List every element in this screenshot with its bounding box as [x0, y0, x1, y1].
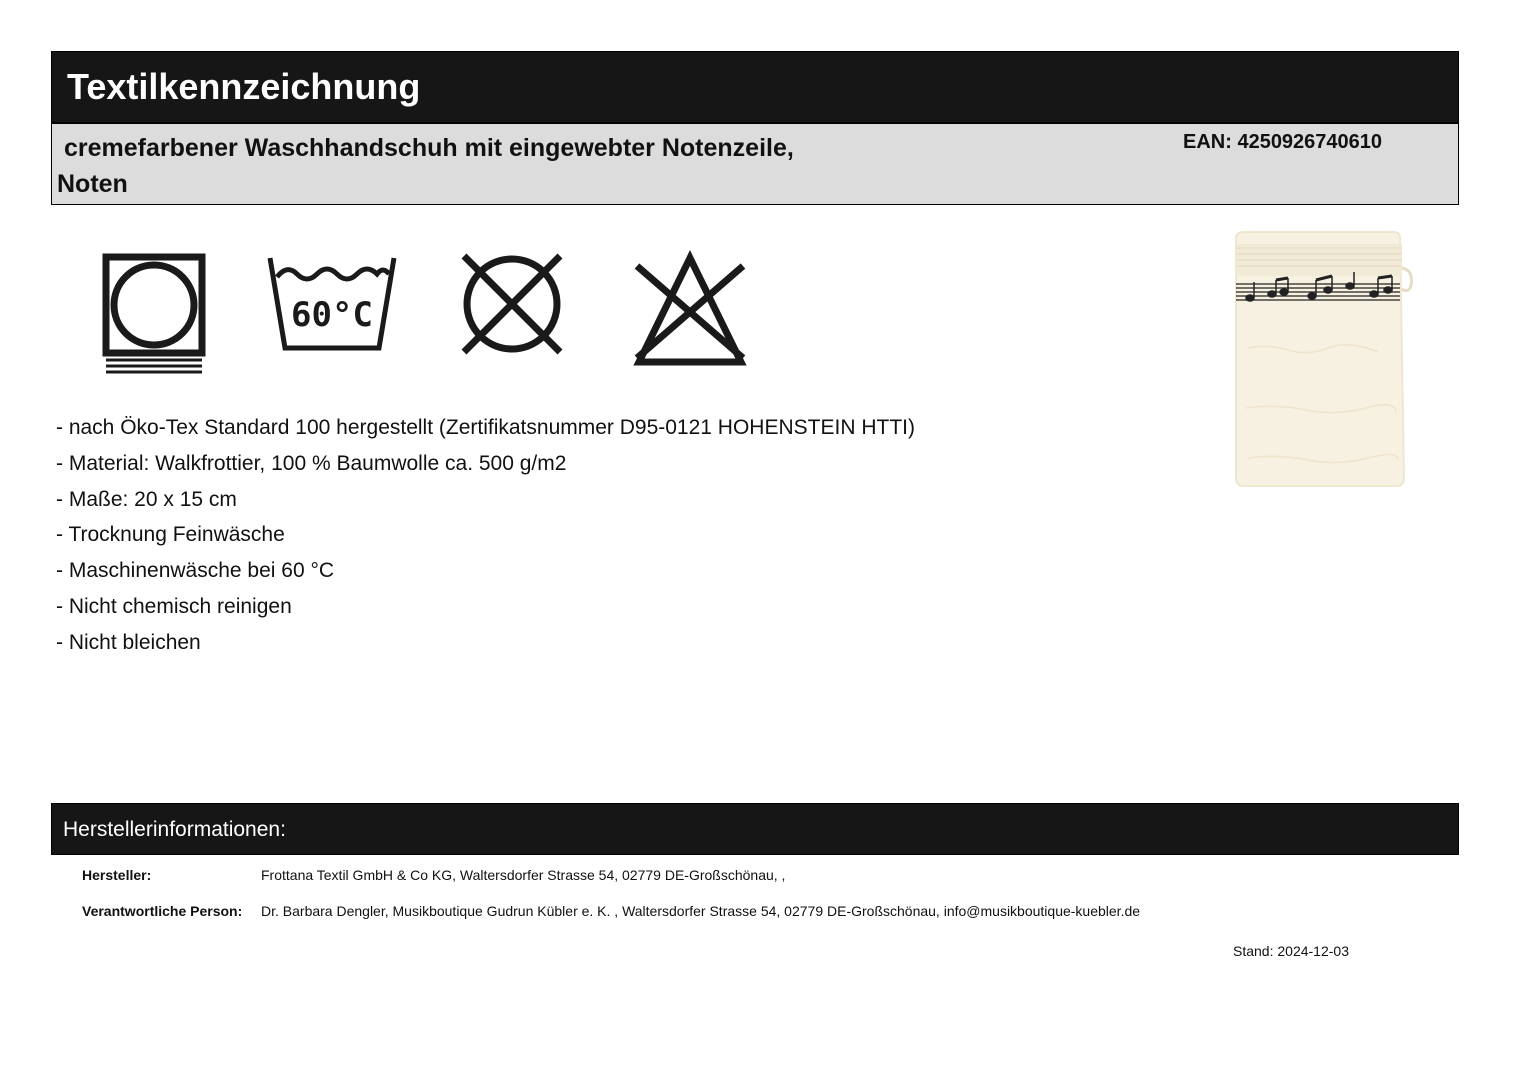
- manufacturer-section-title: Herstellerinformationen:: [63, 818, 286, 841]
- feature-item: - Maschinenwäsche bei 60 °C: [56, 559, 335, 583]
- wash-temperature-label: 60°C: [291, 295, 373, 335]
- wash-60-icon: [265, 252, 399, 354]
- product-photo: [1228, 228, 1418, 490]
- stand-date: Stand: 2024-12-03: [1233, 943, 1349, 959]
- manufacturer-section-bar: [51, 803, 1459, 855]
- tumble-dry-gentle-icon: [100, 252, 208, 376]
- product-name-line2: Noten: [57, 170, 128, 198]
- feature-item: - Nicht bleichen: [56, 630, 201, 654]
- document-title: Textilkennzeichnung: [67, 66, 421, 107]
- product-name-line1: cremefarbener Waschhandschuh mit eingewebter Notenzeile,: [64, 134, 794, 162]
- responsible-person-label: Verantwortliche Person:: [82, 903, 243, 919]
- feature-item: - Trocknung Feinwäsche: [56, 523, 285, 547]
- feature-list: [56, 410, 915, 661]
- title-bar: [51, 51, 1459, 123]
- feature-item: - Nicht chemisch reinigen: [56, 594, 292, 618]
- product-bar: [51, 123, 1459, 205]
- responsible-person-value: Dr. Barbara Dengler, Musikboutique Gudrun Kübler e. K. , Waltersdorfer Strasse 54, 02779 DE-Großschönau, info@musikboutique-kuebler.de: [261, 903, 1141, 919]
- feature-item: - nach Öko-Tex Standard 100 hergestellt (Zertifikatsnummer D95-0121 HOHENSTEIN HTTI): [56, 416, 915, 439]
- manufacturer-value: Frottana Textil GmbH & Co KG, Waltersdorfer Strasse 54, 02779 DE-Großschönau, ,: [261, 867, 786, 883]
- no-bleach-icon: [631, 250, 749, 370]
- feature-item: - Material: Walkfrottier, 100 % Baumwolle ca. 500 g/m2: [56, 451, 567, 475]
- no-dry-clean-icon: [457, 250, 567, 358]
- manufacturer-label: Hersteller:: [82, 867, 152, 883]
- feature-item: - Maße: 20 x 15 cm: [56, 487, 237, 511]
- product-name: [57, 130, 897, 202]
- ean-code: EAN: 4250926740610: [1183, 131, 1383, 153]
